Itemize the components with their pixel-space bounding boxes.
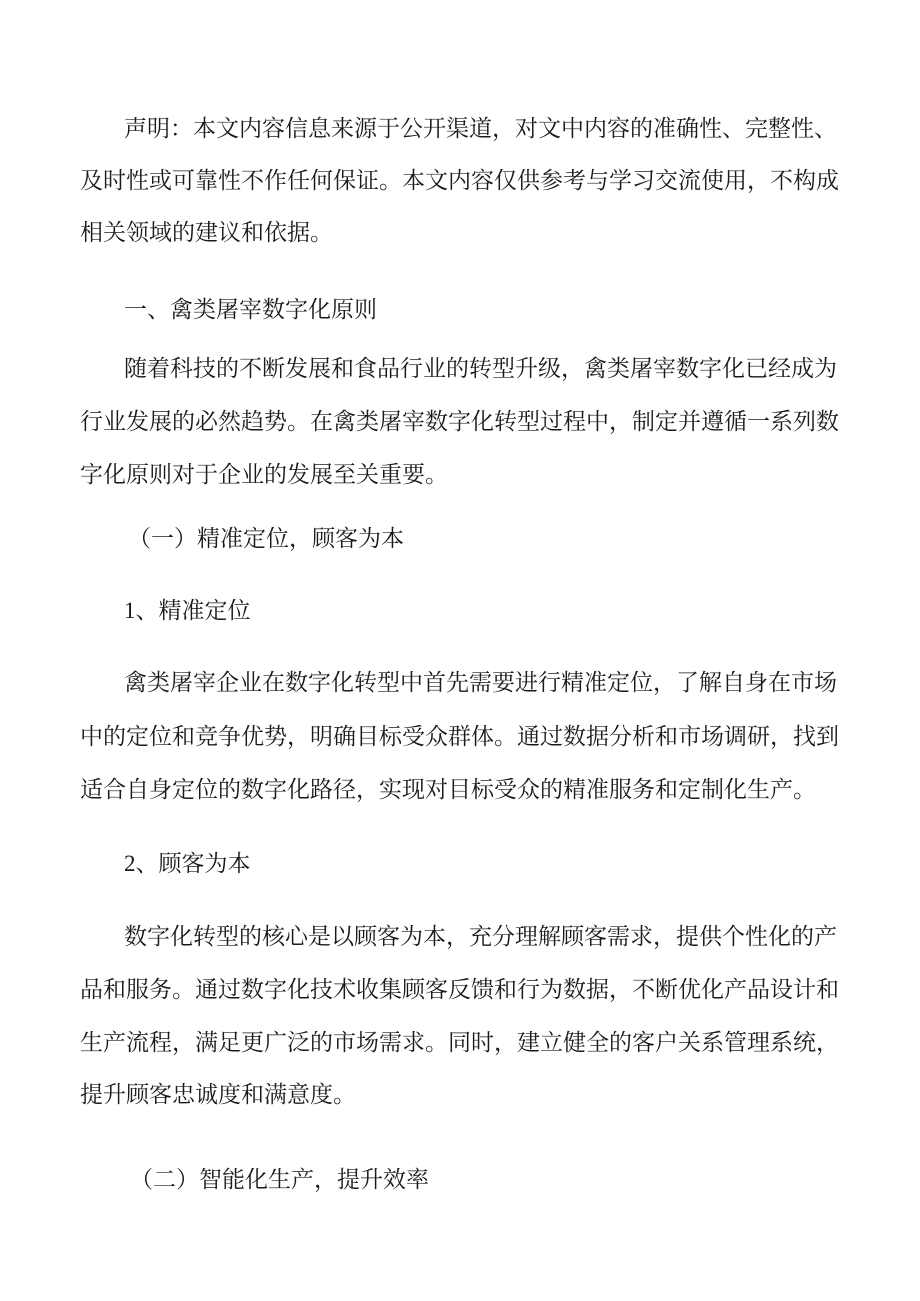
- disclaimer-line-3: 相关领域的建议和依据。: [80, 220, 333, 246]
- item2-line-1: 数字化转型的核心是以顾客为本，充分理解顾客需求，提供个性化的产: [124, 924, 837, 950]
- item1-line-3: 适合自身定位的数字化路径，实现对目标受众的精准服务和定制化生产。: [80, 777, 816, 803]
- intro-line-2: 行业发展的必然趋势。在禽类屠宰数字化转型过程中，制定并遵循一系列数: [80, 409, 839, 435]
- subsection-heading-1: （一）精准定位，顾客为本: [128, 526, 404, 552]
- item1-line-2: 中的定位和竞争优势，明确目标受众群体。通过数据分析和市场调研，找到: [80, 724, 839, 750]
- item2-line-3: 生产流程，满足更广泛的市场需求。同时，建立健全的客户关系管理系统，: [80, 1030, 839, 1056]
- item2-line-2: 品和服务。通过数字化技术收集顾客反馈和行为数据，不断优化产品设计和: [80, 977, 839, 1003]
- item1-line-1: 禽类屠宰企业在数字化转型中首先需要进行精准定位，了解自身在市场: [124, 670, 837, 696]
- intro-line-1: 随着科技的不断发展和食品行业的转型升级，禽类屠宰数字化已经成为: [124, 356, 837, 382]
- item-heading-2: 2、顾客为本: [124, 851, 251, 876]
- item-heading-1: 1、精准定位: [124, 598, 251, 623]
- disclaimer-line-1: 声明：本文内容信息来源于公开渠道，对文中内容的准确性、完整性、: [124, 116, 837, 142]
- intro-line-3: 字化原则对于企业的发展至关重要。: [80, 462, 448, 488]
- item2-line-4: 提升顾客忠诚度和满意度。: [80, 1082, 356, 1108]
- subsection-heading-2: （二）智能化生产，提升效率: [130, 1167, 429, 1193]
- section-heading: 一、禽类屠宰数字化原则: [124, 297, 377, 323]
- disclaimer-line-2: 及时性或可靠性不作任何保证。本文内容仅供参考与学习交流使用，不构成: [80, 168, 839, 194]
